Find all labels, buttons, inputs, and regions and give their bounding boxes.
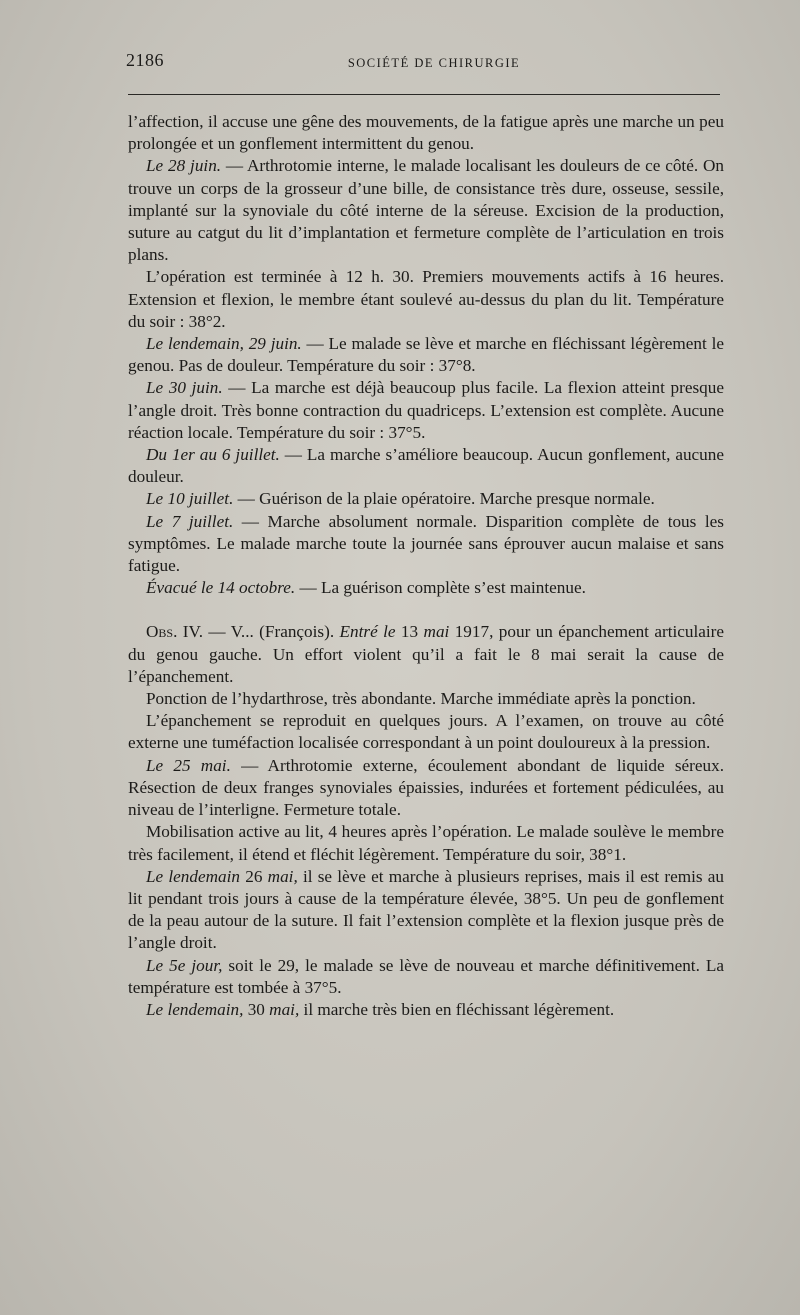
text-run: — La guérison complète s’est maintenue. bbox=[295, 578, 586, 598]
text-run: — Marche absolument normale. Disparition complète de tous les symptômes. Le malade marche toute la journée sans éprouver aucun malaise et sans fatigue. bbox=[128, 511, 724, 576]
page-number: 2186 bbox=[126, 50, 164, 70]
paragraph bbox=[128, 444, 724, 488]
header-rule bbox=[128, 94, 720, 95]
styled-run: mai, bbox=[267, 866, 298, 886]
paragraph bbox=[128, 511, 724, 578]
text-run: — V... (François). bbox=[203, 622, 340, 642]
styled-run: Évacué le 14 octobre. bbox=[146, 578, 296, 598]
paragraph bbox=[128, 155, 724, 266]
paragraph bbox=[128, 333, 724, 377]
text-run: — Arthrotomie externe, écoulement abondant de liquide séreux. Résection de deux franges synoviales épaissies, indurées et fortement pédiculées, au niveau de l’interligne. Fermeture totale. bbox=[128, 755, 725, 820]
text-run: 26 bbox=[240, 866, 268, 886]
text-run: Ponction de l’hydarthrose, très abondante. Marche immédiate après la ponction. bbox=[146, 689, 696, 709]
paragraph bbox=[128, 111, 724, 155]
text-run: 13 bbox=[395, 622, 424, 642]
styled-run: Entré le bbox=[339, 622, 396, 642]
styled-run: Obs. IV. bbox=[146, 622, 204, 642]
text-run: — La marche s’améliore beaucoup. Aucun gonflement, aucune douleur. bbox=[128, 445, 724, 487]
styled-run: mai bbox=[423, 622, 450, 642]
text-run: — Guérison de la plaie opératoire. Marche presque normale. bbox=[233, 489, 655, 509]
text-run: L’opération est terminée à 12 h. 30. Premiers mouvements actifs à 16 heures. Extension et flexion, le membre étant soulevé au-dessus du plan du lit. Température du soir : 38°2. bbox=[128, 267, 724, 331]
styled-run: Le 25 mai. bbox=[146, 755, 231, 775]
text-run: il se lève et marche à plusieurs reprises, mais il est remis au lit pendant trois jours à cause de la température élevée, 38°5. Un peu de gonflement de la peau autour de la suture. Il fait l’extension complète et la flexion jusque près de l’angle droit. bbox=[128, 866, 725, 953]
text-run: Mobilisation active au lit, 4 heures après l’opération. Le malade soulève le membre très facilement, il étend et fléchit légèrement. Température du soir, 38°1. bbox=[128, 822, 724, 864]
paragraph bbox=[128, 488, 724, 510]
text-run: soit le 29, le malade se lève de nouveau et marche définitivement. La température est tombée à 37°5. bbox=[128, 955, 724, 997]
paragraph bbox=[128, 710, 724, 754]
text-run: il marche très bien en fléchissant légèrement. bbox=[299, 999, 615, 1019]
paragraph bbox=[128, 266, 724, 333]
paragraph bbox=[128, 377, 724, 444]
styled-run: Le 28 juin. bbox=[146, 156, 222, 176]
styled-run: Le lendemain, bbox=[146, 999, 244, 1019]
styled-run: Le 7 juillet. bbox=[146, 511, 234, 531]
styled-run: Le lendemain bbox=[146, 866, 241, 886]
body-text bbox=[128, 111, 724, 1021]
paragraph bbox=[128, 577, 724, 599]
styled-run: Le 10 juillet. bbox=[146, 489, 234, 509]
text-run: l’affection, il accuse une gêne des mouvements, de la fatigue après une marche un peu prolongée et un gonflement intermittent du genou. bbox=[128, 112, 724, 154]
paragraph bbox=[128, 866, 724, 955]
paragraph bbox=[128, 999, 724, 1021]
paragraph bbox=[128, 955, 724, 999]
text-run: L’épanchement se reproduit en quelques jours. A l’examen, on trouve au côté externe une tuméfaction localisée correspondant à un point douloureux à la pression. bbox=[128, 711, 724, 753]
styled-run: Le 30 juin. bbox=[146, 378, 223, 398]
text-run: — La marche est déjà beaucoup plus facile. La flexion atteint presque l’angle droit. Très bonne contraction du quadriceps. L’extension est complète. Aucune réaction locale. Température du soir : 37°5. bbox=[128, 378, 724, 442]
styled-run: Le 5e jour, bbox=[146, 955, 223, 975]
text-run: 30 bbox=[243, 999, 270, 1019]
text-run: 1917, pour un épanchement articulaire du genou gauche. Un effort violent qu’il a fait le 8 mai serait la cause de l’épanchement. bbox=[128, 622, 725, 686]
running-head: SOCIÉTÉ DE CHIRURGIE bbox=[347, 56, 521, 70]
page-header bbox=[126, 50, 722, 78]
text-run: — Le malade se lève et marche en fléchissant légèrement le genou. Pas de douleur. Température du soir : 37°8. bbox=[128, 334, 724, 376]
styled-run: mai, bbox=[269, 999, 300, 1019]
paragraph bbox=[128, 755, 724, 822]
text-run: — Arthrotomie interne, le malade localisant les douleurs de ce côté. On trouve un corps de la grosseur d’une bille, de consistance très dure, osseuse, sessile, implanté sur la synoviale du côté interne de la séreuse. Excision de la production, suture au catgut du lit d’implantation et fermeture complète de l’articulation en trois plans. bbox=[128, 156, 724, 265]
paragraph bbox=[128, 688, 724, 710]
styled-run: Du 1er au 6 juillet. bbox=[146, 445, 280, 465]
paragraph bbox=[128, 621, 724, 688]
paragraph bbox=[128, 821, 724, 865]
styled-run: Le lendemain, 29 juin. bbox=[146, 334, 302, 354]
